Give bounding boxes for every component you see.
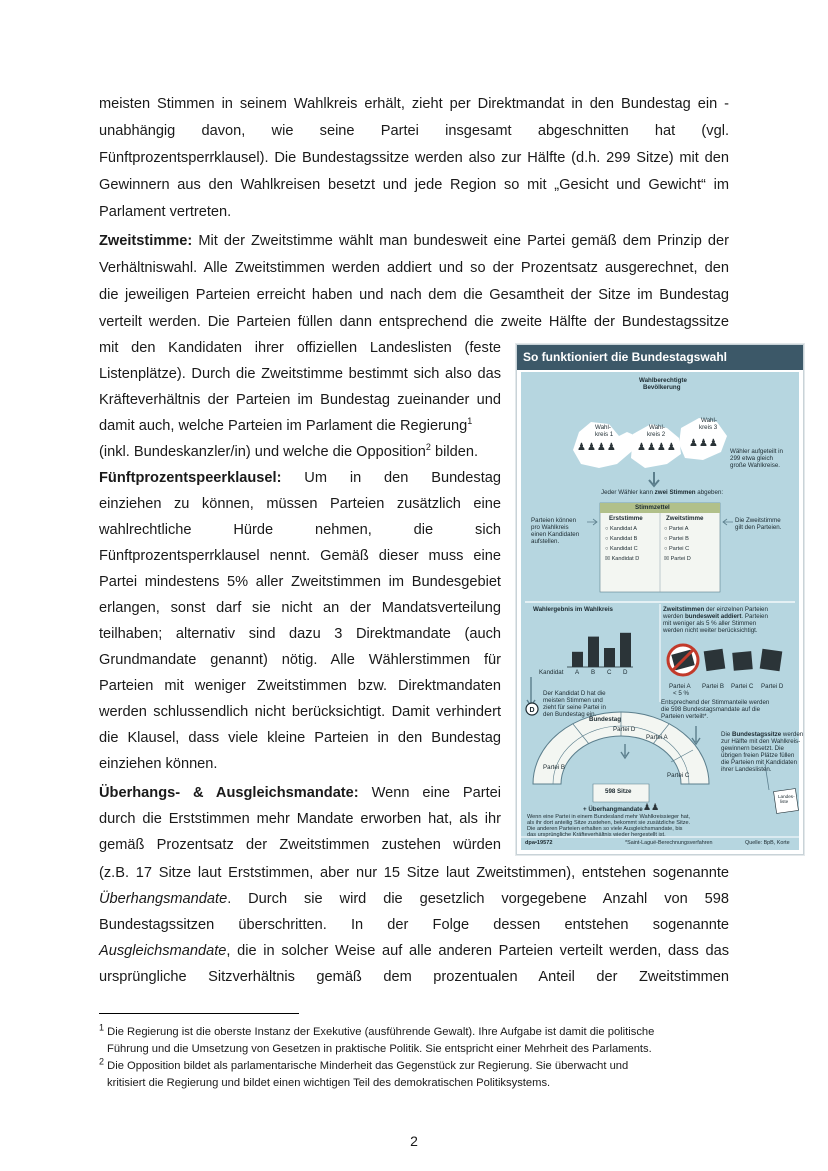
infographic-title: So funktioniert die Bundestagswahl (517, 345, 803, 370)
ueberhang-note: das ursprüngliche Kräfteverhältnis wieder hergestellt ist. (527, 832, 666, 838)
ueberhang-note: Wenn eine Partei in einem Bundesland mehr Wahlkreissieger hat, (527, 814, 690, 820)
seat-label-d: Partei D (613, 726, 636, 733)
body-line: Kräfteverhältnis der Parteien im Bundestag zueinander und (99, 392, 501, 408)
overhang-voters-icon: ♟♟ (643, 802, 660, 812)
note-text: werden (663, 613, 686, 620)
wahlkreis-note: große Wahlkreise. (730, 462, 780, 469)
ueberhang-note: Die anderen Parteien erhalten so viele Ausgleichsmandate, bis (527, 826, 683, 832)
body-line: einziehen zu können, müssen Parteien zusätzlich eine (99, 496, 501, 512)
ballot-party-checked: ☒ Partei D (664, 556, 691, 562)
wahlkreis-label: Wahl- (649, 424, 665, 431)
voters-icon: ♟♟♟ (689, 438, 719, 449)
candidate-label: Kandidat D (611, 556, 640, 562)
body-line (99, 886, 729, 912)
body-line: Parteien mit weniger Zweitstimmen bzw. Direktmandaten (99, 678, 501, 694)
body-text: damit auch, welche Parteien im Parlament die Regierung (99, 418, 468, 434)
body-line: Partei mindestens 5% aller Zweitstimmen im Bundesgebiet (99, 574, 501, 590)
body-line: verteilt werden. Die Parteien füllen dann entsprechend die zweite Hälfte der Bundestagssitze (99, 314, 729, 330)
party-label: Partei D (670, 556, 691, 562)
footnote-text: kritisiert die Regierung und bildet einen wichtigen Teil des demokratischen Politiksystems. (107, 1077, 551, 1089)
ballot-party: ○ Partei B (664, 536, 689, 542)
party-label: Partei A (669, 683, 691, 690)
right-note: Die Zweitstimme (735, 517, 781, 524)
footnote-text: Führung und die Umsetzung von Gesetzen in praktische Politik. Sie entspricht einer Mehrheit des Parlaments. (107, 1043, 652, 1055)
party-label: Partei C (668, 546, 690, 552)
seats-note: die Parteien mit Kandidaten (721, 759, 798, 766)
note-text: Jeder Wähler kann (601, 489, 655, 496)
body-line: einziehen können. (99, 756, 218, 772)
zweit-note (663, 606, 768, 613)
ballot-title: Stimmzettel (635, 504, 670, 511)
result-bar-d (620, 633, 631, 667)
seats-note: ihrer Landeslisten. (721, 766, 772, 773)
result-bars (572, 633, 631, 667)
proportion-note: die 598 Bundestagsmandate auf die (661, 706, 761, 713)
seats-note: übrigen freien Plätze füllen (721, 752, 795, 759)
body-line: teilhaben; alternativ sind dazu 3 Direktmandate (auch (99, 626, 501, 642)
candidate-label: Kandidat B (609, 536, 638, 542)
italic-term: Überhangsmandate (99, 891, 228, 907)
arrow-down-icon (649, 472, 659, 486)
left-note: einen Kandidaten (531, 531, 580, 538)
zweit-note: werden nicht weiter berücksichtigt. (663, 627, 758, 634)
wahlkreis-note: 299 etwa gleich (730, 455, 773, 462)
candidate-d-letter: D (529, 707, 535, 714)
footnote-2-cont (99, 1075, 739, 1092)
body-text: Wenn eine Partei (358, 785, 501, 801)
body-line: Grundmandate genannt) nötig. Alle Wählerstimmen für (99, 652, 501, 668)
ballot-party: ○ Partei C (664, 546, 690, 552)
footnote-2 (99, 1058, 739, 1075)
zweit-note (663, 613, 768, 620)
body-line: Verhältniswahl. Alle Zweitstimmen werden addiert und so der Prozentsatz ausgerechnet, den (99, 260, 729, 276)
body-line (99, 439, 501, 465)
footnote-text: Die Opposition bildet als parlamentarische Minderheit das Gegenstück zur Regierung. Sie überwacht und (104, 1060, 629, 1072)
party-d-box (760, 649, 783, 672)
candidate-label: Kandidat C (609, 546, 638, 552)
result-title: Wahlergebnis im Wahlkreis (533, 606, 613, 613)
body-line: Gewinnern aus den Wahlkreisen besetzt und jede Region so mit „Gesicht und Gewicht“ im (99, 177, 729, 193)
body-line: Listenplätze). Durch die Zweitstimme bestimmt sich also das (99, 366, 501, 382)
body-line: (z.B. 17 Sitze laut Erststimmen, aber nur 15 Sitze laut Zweitstimmen), entstehen sogenannte (99, 865, 729, 881)
wahlkreis-label: Wahl- (595, 424, 611, 431)
body-line: Bundestagssitzen überschritten. In der Folge dessen entstehen sogenannte (99, 917, 729, 933)
footnote-1-cont (99, 1041, 739, 1058)
body-text: Mit der Zweitstimme wählt man bundesweit eine Partei gemäß dem Prinzip der (192, 233, 729, 249)
party-label: Partei B (702, 683, 725, 690)
footnote-1 (99, 1024, 739, 1041)
direct-note: meisten Stimmen und (543, 697, 603, 704)
body-text: bilden. (430, 444, 478, 460)
section-heading-fuenfprozent: Fünftprozentspeerklausel: (99, 470, 282, 486)
direct-note: zieht für seine Partei in (543, 704, 606, 711)
seats-note: gewinnern besetzt. Die (721, 745, 784, 752)
left-note: Parteien können (531, 517, 577, 524)
arrow-down-icon (692, 726, 700, 744)
wahlkreis-label: Wahl- (701, 417, 717, 424)
note-bold: bundesweit addiert (685, 613, 742, 620)
result-letter: C (607, 669, 612, 676)
body-line: unabhängig davon, wie seine Partei insgesamt abgeschnitten hat (vgl. (99, 123, 729, 139)
ballot-party: ○ Partei A (664, 526, 689, 532)
wahlkreis-label: kreis 1 (595, 431, 614, 438)
note-bold: Bundestagssitze (732, 731, 782, 738)
body-line: ursprüngliche Sitzverhältnis gemäß dem prozentualen Anteil der Zweitstimmen (99, 969, 729, 985)
left-note: pro Wahlkreis (531, 524, 569, 531)
ballot-col-zweit: Zweitstimme (666, 515, 704, 522)
left-note: aufstellen. (531, 538, 560, 545)
footnote-divider (99, 1013, 299, 1014)
voters-icon: ♟♟♟♟ (637, 442, 677, 453)
zweitstimme-paragraph-line (99, 228, 729, 254)
seat-label-c: Partei C (667, 772, 690, 779)
note-bold: zwei Stimmen (654, 489, 696, 496)
footnote-number: 2 (99, 1056, 105, 1067)
body-text: . Durch sie wird die gesetzlich vorgegebene Anzahl von 598 (227, 891, 729, 907)
seats-note (721, 731, 803, 738)
note-text: abgeben: (695, 489, 724, 496)
source-note: Quelle: BpB, Korte (745, 840, 790, 846)
body-line (99, 465, 501, 491)
body-line: erlangen, sonst darf sie nicht an der Mandatsverteilung (99, 600, 501, 616)
candidate-label: Kandidat A (609, 526, 637, 532)
result-letter: D (623, 669, 628, 676)
page-number: 2 (410, 1133, 418, 1149)
result-axis-label: Kandidat (539, 669, 564, 676)
ueberhang-title: + Überhangmandate (583, 806, 643, 813)
body-line (99, 938, 729, 964)
body-line: die Klausel, dass viele kleine Parteien in den Bundestag (99, 730, 501, 746)
wahlkreis-label: kreis 2 (647, 431, 666, 438)
body-line: durch die Erststimmen mehr Mandate erworben hat, als ihr (99, 811, 501, 827)
body-line: mit den Kandidaten ihrer offiziellen Landeslisten (feste (99, 340, 501, 356)
ballot-candidate: ○ Kandidat A (605, 526, 637, 532)
arrow-down-icon (621, 744, 629, 758)
wahlkreis-note: Wähler aufgeteilt in (730, 448, 783, 455)
body-line: die jeweiligen Parteien erreicht haben und nach dem die Gesamtheit der Sitze im Bundestag (99, 287, 729, 303)
body-line: Fünftprozentsperrklausel nennt. Gemäß dieser muss eine (99, 548, 501, 564)
ballot-candidate: ○ Kandidat B (605, 536, 638, 542)
ballot-candidate-checked: ☒ Kandidat D (605, 556, 640, 562)
arrow-right-icon (587, 519, 597, 525)
landesliste-label: liste (780, 799, 789, 804)
italic-term: Ausgleichsmandate (99, 943, 227, 959)
note-text: . Parteien (741, 613, 768, 620)
body-line (99, 780, 501, 806)
result-letter: B (591, 669, 596, 676)
ueberhang-note: als ihr dort anteilig Sitze zustehen, bekommt sie zusätzliche Sitze. (527, 820, 691, 826)
result-bar-b (588, 637, 599, 667)
bundestag-label: Bundestag (589, 716, 621, 723)
result-bar-a (572, 652, 583, 667)
proportion-note: Entsprechend der Stimmanteile werden (661, 699, 770, 706)
seat-label-a: Partei A (646, 734, 668, 741)
party-label: Partei C (731, 683, 754, 690)
right-note: gilt den Parteien. (735, 524, 782, 531)
proportion-note: Parteien verteilt*. (661, 713, 709, 720)
dpa-id: dpa•19572 (525, 840, 553, 846)
party-label: Partei A (668, 526, 689, 532)
body-text: (inkl. Bundeskanzler/in) und welche die Opposition (99, 444, 426, 460)
footnote-ref: 2 (425, 442, 431, 453)
direct-note: den Bundestag ein. (543, 711, 597, 718)
body-line: gemäß Prozentsatz der Zweitstimmen zustehen würden (99, 837, 501, 853)
zweit-note: mit weniger als 5 % aller Stimmen (663, 620, 757, 627)
seats-note: zur Hälfte mit den Wahlkreis- (721, 738, 801, 745)
footnote-number: 1 (99, 1022, 105, 1033)
note-text: Die (721, 731, 733, 738)
body-line: wahlrechtliche Hürde nehmen, die sich (99, 522, 501, 538)
seat-label-b: Partei B (543, 764, 566, 771)
arrow-left-icon (723, 519, 733, 525)
footnote-ref: 1 (467, 416, 473, 427)
body-text: , die in solcher Weise auf alle anderen Parteien verteilt werden, dass das (226, 943, 729, 959)
bundestagswahl-infographic (516, 344, 804, 855)
ballot-col-erst: Erststimme (609, 515, 643, 522)
party-label: Partei D (761, 683, 784, 690)
body-line (99, 413, 501, 439)
result-bar-c (604, 648, 615, 667)
threshold-label: < 5 % (673, 690, 689, 697)
voters-icon: ♟♟♟♟ (577, 442, 617, 453)
body-line: Parlament vertreten. (99, 204, 232, 220)
body-text: Um in den Bundestag (281, 470, 501, 486)
method-note: *Saint-Laguë-Berechnungsverfahren (625, 840, 713, 846)
population-label: Wahlberechtigte (639, 377, 687, 384)
body-line: Fünftprozentsperrklausel). Die Bundestagssitze werden also zur Hälfte (d.h. 299 Sitze) mit den (99, 150, 729, 166)
landesliste-label: Landes- (778, 794, 795, 799)
party-c-box (732, 651, 752, 671)
two-votes-note (601, 489, 723, 496)
note-text: werden (781, 731, 804, 738)
section-heading-zweitstimme: Zweitstimme: (99, 233, 193, 249)
result-letter: A (575, 669, 580, 676)
direct-note: Der Kandidat D hat die (543, 690, 606, 697)
party-b-box (704, 649, 726, 671)
seats-total: 598 Sitze (605, 788, 632, 795)
population-label: Bevölkerung (643, 384, 681, 391)
body-line: meisten Stimmen in seinem Wahlkreis erhält, zieht per Direktmandat in den Bundestag ein - (99, 96, 729, 112)
arrow-down-icon (527, 677, 535, 706)
ballot-candidate: ○ Kandidat C (605, 546, 638, 552)
note-bold: Zweitstimmen (663, 606, 705, 613)
section-heading-ueberhang: Überhangs- & Ausgleichsmandate: (99, 785, 359, 801)
body-line: werden schlussendlich nicht berücksichtigt. Damit verhindert (99, 704, 501, 720)
party-label: Partei B (668, 536, 689, 542)
wahlkreis-label: kreis 3 (699, 424, 718, 431)
footnote-text: Die Regierung ist die oberste Instanz der Exekutive (ausführende Gewalt). Ihre Aufgabe ist damit die politische (104, 1026, 655, 1038)
infographic-body (521, 372, 804, 850)
note-text: der einzelnen Parteien (704, 606, 768, 613)
